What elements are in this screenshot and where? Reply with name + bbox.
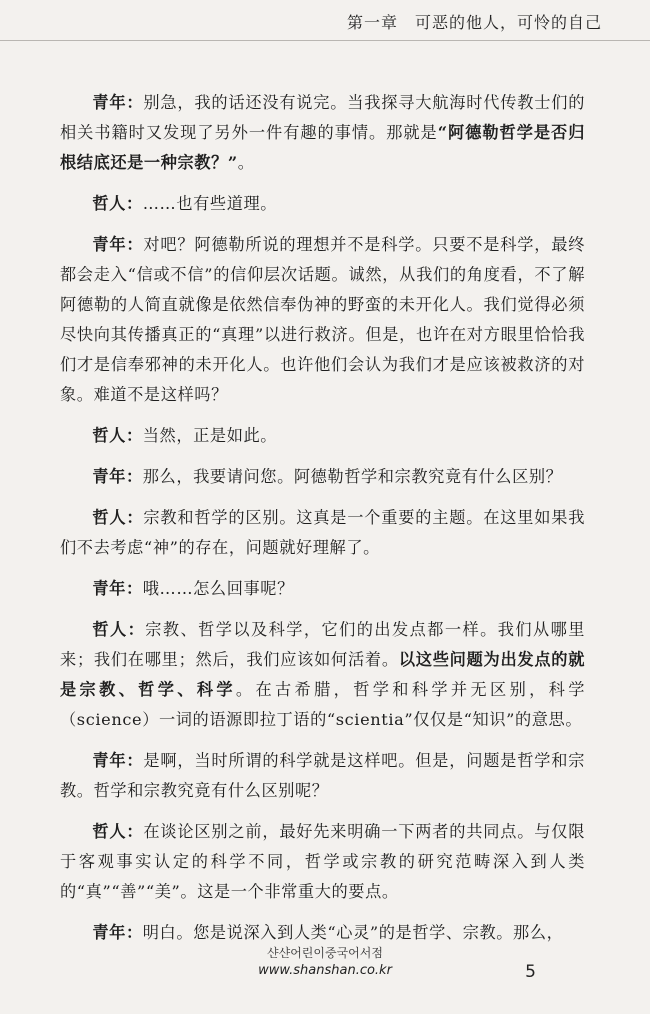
speaker-label: 青年： [92,923,143,942]
emphasized-text: 以这些问题为出发点的就是宗教、哲学、科学 [60,650,586,699]
paragraph-text: 宗教、哲学以及科学，它们的出发点都一样。我们从哪里来；我们在哪里；然后，我们应该如何活着。 [60,620,585,669]
speaker-label: 青年： [92,751,144,770]
dialogue-paragraph [60,574,585,604]
running-head: 第一章 可恶的他人，可怜的自己 [346,13,602,32]
dialogue-paragraph [60,462,585,492]
paragraph-text: 哦……怎么回事呢？ [142,579,294,598]
paragraph-text: 宗教和哲学的区别。这真是一个重要的主题。在这里如果我们不去考虑“神”的存在，问题就好理解了。 [60,508,585,557]
speaker-label: 青年： [92,467,143,486]
paragraph-text: 别急，我的话还没有说完。当我探寻大航海时代传教士们的相关书籍时又发现了另外一件有趣的事情。那就是 [60,93,585,142]
paragraph-text: 当然，正是如此。 [142,426,278,445]
speaker-label: 哲人： [92,620,146,639]
paragraph-text: 那么，我要请问您。阿德勒哲学和宗教究竟有什么区别？ [142,467,563,486]
speaker-label: 哲人： [92,426,143,445]
footer-url: www.shanshan.co.kr [258,963,392,978]
header-rule [0,40,650,41]
emphasized-text: “阿德勒哲学是否归根结底还是一种宗教？” [60,123,585,172]
speaker-label: 青年： [92,235,144,254]
speaker-label: 哲人： [92,508,144,527]
paragraph-text-tail: 。在古希腊，哲学和科学并无区别，科学（science）一词的语源即拉丁语的“scientia”仅仅是“知识”的意思。 [60,680,585,729]
dialogue-paragraph [60,189,585,219]
dialogue-paragraph [60,746,585,806]
dialogue-paragraph [60,817,585,907]
paragraph-text: ……也有些道理。 [142,194,278,213]
footer-store-name: 샨샨어린이중국어서점 [267,946,383,960]
speaker-label: 哲人： [92,822,144,841]
paragraph-text: 明白。您是说深入到人类“心灵”的是哲学、宗教。那么， [142,923,564,942]
page-body [60,88,585,959]
dialogue-paragraph [60,88,585,178]
paragraph-text: 对吧？阿德勒所说的理想并不是科学。只要不是科学，最终都会走入“信或不信”的信仰层次话题。诚然，从我们的角度看，不了解阿德勒的人简直就像是依然信奉伪神的野蛮的未开化人。我们觉得必须尽快向其传播真正的“真理”以进行救济。但是，也许在对方眼里恰恰我们才是信奉邪神的未开化人。也许他们会认为我们才是应该被救济的对象。难道不是这样吗？ [60,235,585,404]
speaker-label: 青年： [92,93,144,112]
dialogue-paragraph [60,421,585,451]
dialogue-paragraph [60,230,585,410]
dialogue-paragraph [60,615,585,735]
page-number: 5 [525,962,536,982]
speaker-label: 青年： [92,579,143,598]
speaker-label: 哲人： [92,194,143,213]
paragraph-text-tail: 。 [237,153,255,172]
dialogue-paragraph [60,503,585,563]
paragraph-text: 是啊，当时所谓的科学就是这样吧。但是，问题是哲学和宗教。哲学和宗教究竟有什么区别呢？ [60,751,585,800]
paragraph-text: 在谈论区别之前，最好先来明确一下两者的共同点。与仅限于客观事实认定的科学不同，哲学或宗教的研究范畴深入到人类的“真”“善”“美”。这是一个非常重大的要点。 [60,822,585,901]
